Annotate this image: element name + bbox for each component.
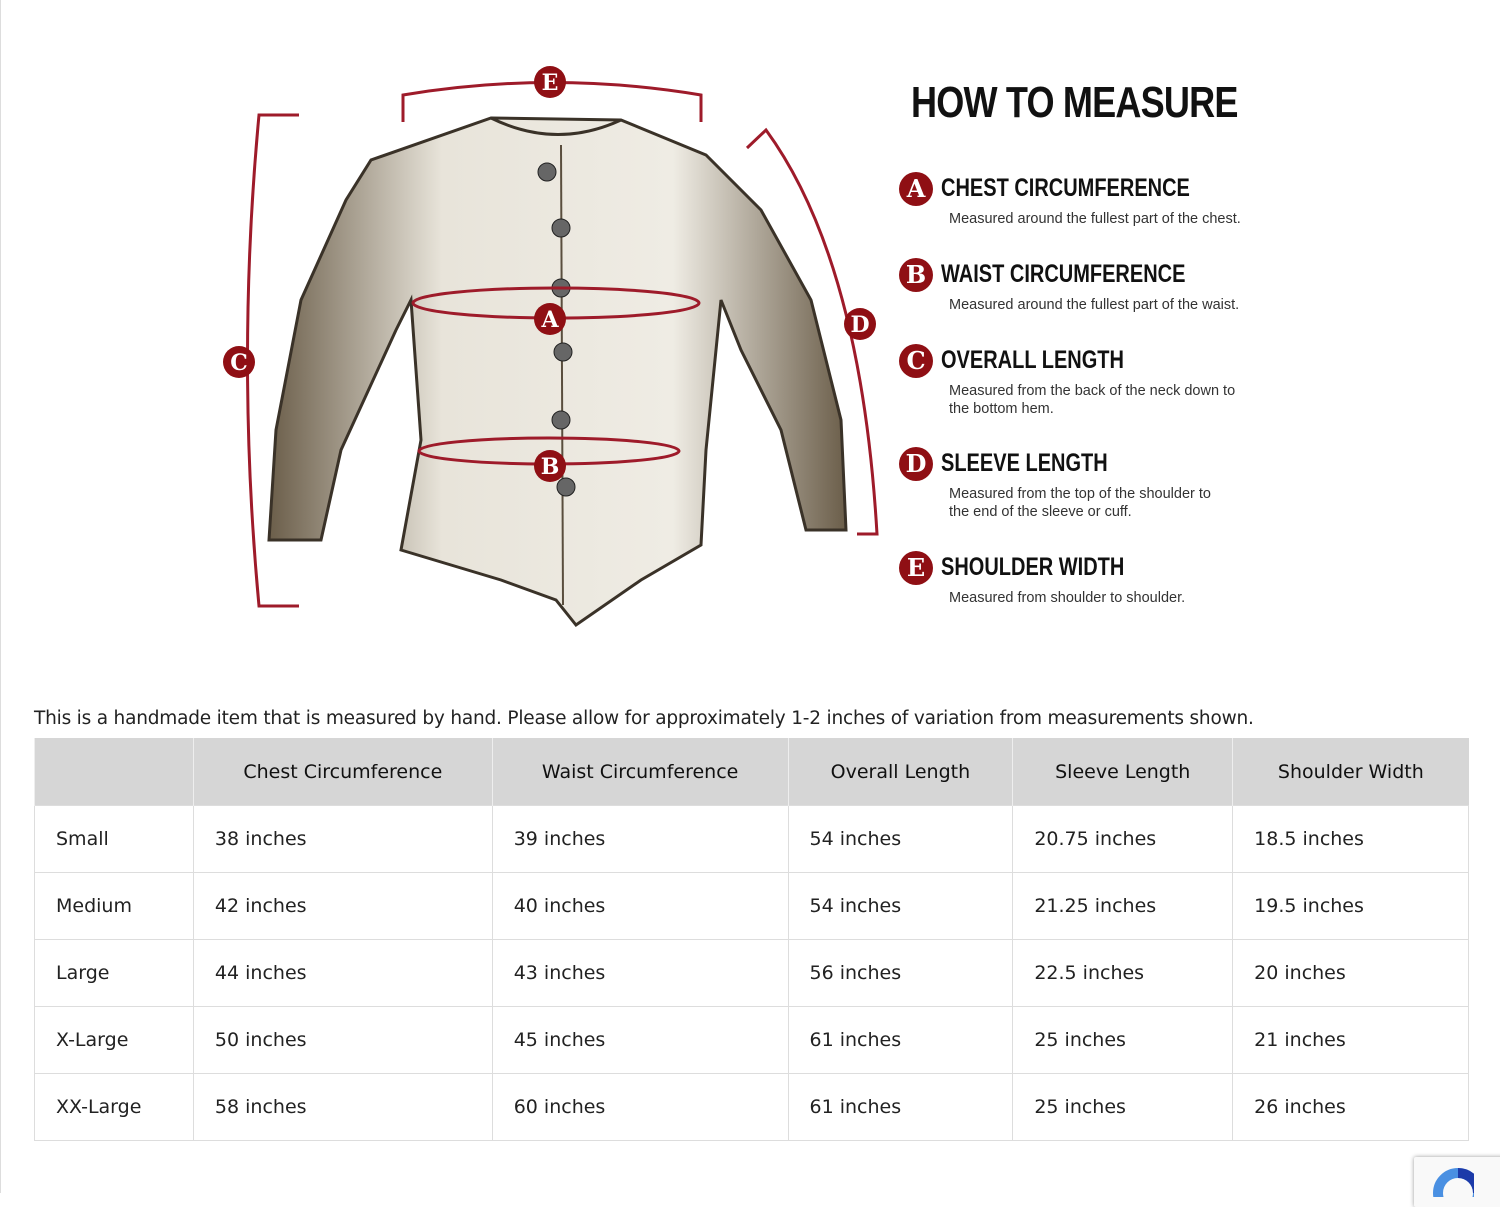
badge-c: C (899, 344, 933, 378)
table-row (35, 1007, 1469, 1074)
column-header: Waist Circumference (492, 738, 788, 806)
measurement-cell: 50 inches (193, 1007, 492, 1074)
step-desc: Measured from the top of the shoulder to the end of the sleeve or cuff. (949, 486, 1211, 520)
recaptcha-badge[interactable] (1414, 1157, 1500, 1207)
table-row (35, 1074, 1469, 1141)
column-header: Shoulder Width (1233, 738, 1469, 806)
size-cell: Large (35, 940, 194, 1007)
marker-b: B (540, 454, 560, 480)
column-header: Overall Length (788, 738, 1013, 806)
step-desc: Measured from the back of the neck down to the bottom hem. (949, 383, 1236, 417)
measurement-cell: 25 inches (1013, 1007, 1233, 1074)
badge-d: D (899, 447, 933, 481)
measurement-cell: 22.5 inches (1013, 940, 1233, 1007)
measurement-cell: 20 inches (1233, 940, 1469, 1007)
measurement-cell: 60 inches (492, 1074, 788, 1141)
measurement-cell: 43 inches (492, 940, 788, 1007)
measurement-cell: 42 inches (193, 873, 492, 940)
table-header-row (35, 738, 1469, 806)
size-chart-table (34, 738, 1469, 1141)
measurement-cell: 61 inches (788, 1074, 1013, 1141)
step-title: SLEEVE LENGTH (941, 449, 1108, 477)
step-desc: Measured around the fullest part of the waist. (949, 297, 1240, 313)
table-row (35, 806, 1469, 873)
badge-a: A (899, 172, 933, 206)
size-cell: X-Large (35, 1007, 194, 1074)
measurement-cell: 45 inches (492, 1007, 788, 1074)
size-cell: XX-Large (35, 1074, 194, 1141)
table-row (35, 940, 1469, 1007)
measurement-cell: 58 inches (193, 1074, 492, 1141)
variation-note: This is a handmade item that is measured by hand. Please allow for approximately 1-2 inches of variation from measurements shown. (34, 708, 1254, 729)
badge-b: B (899, 258, 933, 292)
column-header (35, 738, 194, 806)
marker-e: E (541, 70, 559, 96)
measurement-cell: 44 inches (193, 940, 492, 1007)
measurement-cell: 54 inches (788, 806, 1013, 873)
step-title: OVERALL LENGTH (941, 346, 1124, 374)
jacket-illustration (269, 118, 846, 625)
measurement-cell: 61 inches (788, 1007, 1013, 1074)
size-cell: Small (35, 806, 194, 873)
measurement-cell: 54 inches (788, 873, 1013, 940)
measurement-cell: 39 inches (492, 806, 788, 873)
table-row (35, 873, 1469, 940)
size-cell: Medium (35, 873, 194, 940)
column-header: Sleeve Length (1013, 738, 1233, 806)
measurement-cell: 38 inches (193, 806, 492, 873)
measurement-cell: 19.5 inches (1233, 873, 1469, 940)
measurement-cell: 26 inches (1233, 1074, 1469, 1141)
marker-c: C (230, 350, 248, 376)
measurement-cell: 21 inches (1233, 1007, 1469, 1074)
measurement-cell: 25 inches (1013, 1074, 1233, 1141)
how-to-measure-title: HOW TO MEASURE (911, 78, 1238, 127)
measurement-cell: 40 inches (492, 873, 788, 940)
marker-d: D (850, 312, 870, 338)
measurement-cell: 20.75 inches (1013, 806, 1233, 873)
recaptcha-icon (1414, 1157, 1474, 1197)
column-header: Chest Circumference (193, 738, 492, 806)
step-desc: Measured from shoulder to shoulder. (949, 590, 1186, 606)
measurement-cell: 18.5 inches (1233, 806, 1469, 873)
marker-a: A (541, 307, 559, 333)
step-desc: Measured around the fullest part of the chest. (949, 211, 1241, 227)
step-title: SHOULDER WIDTH (941, 553, 1125, 581)
badge-e: E (899, 551, 933, 585)
measurement-cell: 21.25 inches (1013, 873, 1233, 940)
step-title: WAIST CIRCUMFERENCE (941, 260, 1186, 288)
measurement-cell: 56 inches (788, 940, 1013, 1007)
step-title: CHEST CIRCUMFERENCE (941, 174, 1190, 202)
